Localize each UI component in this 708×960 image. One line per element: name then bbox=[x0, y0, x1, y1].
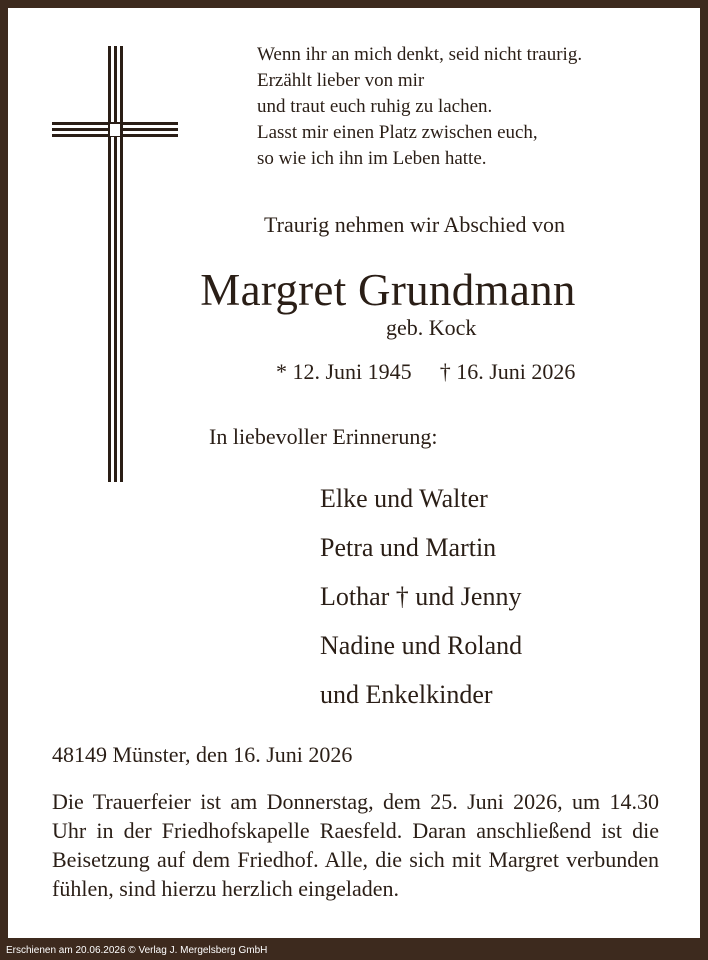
poem bbox=[257, 42, 582, 172]
memory-heading: In liebevoller Erinnerung: bbox=[209, 424, 438, 449]
obituary-card bbox=[8, 8, 700, 938]
intro-text: Traurig nehmen wir Abschied von bbox=[264, 212, 566, 237]
poem-line: Lasst mir einen Platz zwischen euch, bbox=[257, 122, 538, 143]
family-member: und Enkelkinder bbox=[320, 680, 493, 709]
family-list bbox=[320, 474, 522, 719]
poem-line: und traut euch ruhig zu lachen. bbox=[257, 96, 493, 117]
family-member: Elke und Walter bbox=[320, 484, 488, 513]
publisher-footer: Erschienen am 20.06.2026 © Verlag J. Mergelsberg GmbH bbox=[6, 945, 268, 956]
poem-line: Wenn ihr an mich denkt, seid nicht traurig. bbox=[257, 44, 583, 65]
poem-line: so wie ich ihn im Leben hatte. bbox=[257, 148, 487, 169]
family-member: Nadine und Roland bbox=[320, 631, 523, 660]
poem-line: Erzählt lieber von mir bbox=[257, 70, 425, 91]
death-date: † 16. Juni 2026 bbox=[439, 359, 576, 384]
family-member: Lothar † und Jenny bbox=[320, 582, 522, 611]
funeral-notice: Die Trauerfeier ist am Donnerstag, dem 25. Juni 2026, um 14.30 Uhr in der Friedhofskapelle Raesfeld. Daran anschließend ist die Beisetzung auf dem Friedhof. Alle, die sich mit Margret verbunden fühlen, sind hierzu herzlich eingeladen. bbox=[52, 789, 659, 901]
life-dates bbox=[276, 359, 575, 385]
birth-date: * 12. Juni 1945 bbox=[276, 359, 412, 384]
birth-name: geb. Kock bbox=[386, 315, 477, 340]
place-date: 48149 Münster, den 16. Juni 2026 bbox=[52, 742, 353, 767]
family-member: Petra und Martin bbox=[320, 533, 497, 562]
deceased-name: Margret Grundmann bbox=[200, 265, 576, 315]
